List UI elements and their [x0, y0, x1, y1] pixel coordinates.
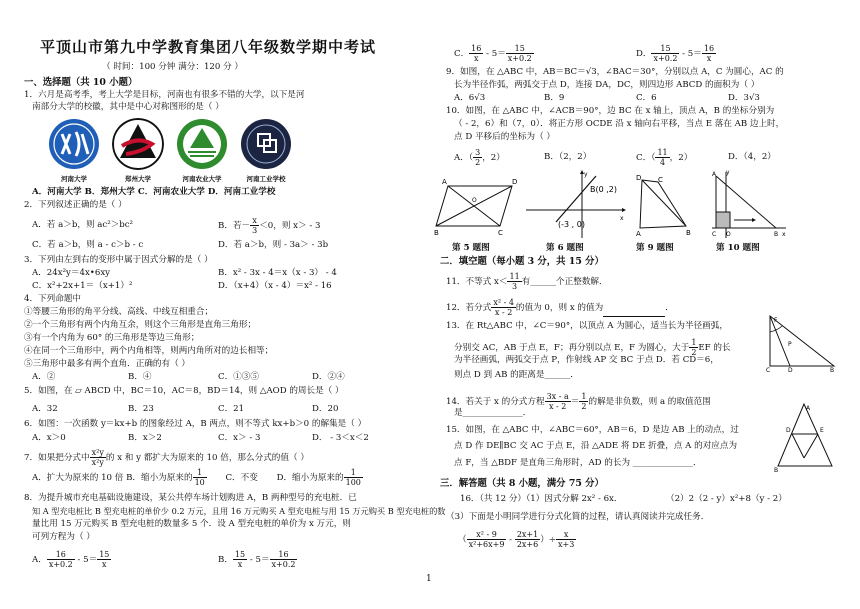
q10-line-1: 10．如图，在 △ABC 中，∠ACB＝90°，边 BC 在 x 轴上，顶点 A，B 的坐标分别为 — [446, 106, 775, 116]
svg-text:E: E — [820, 427, 824, 434]
fig10-caption: 第 10 题图 — [716, 243, 760, 253]
q4-item-1: ①等腰三角形的角平分线、高线、中线互相重合； — [24, 307, 214, 317]
q1-text-1: 1．六月是高考季，考上大学是目标，河南也有很多不错的大学，以下是河 — [24, 90, 305, 100]
svg-text:B: B — [686, 229, 691, 237]
svg-text:C: C — [498, 229, 503, 237]
svg-text:P: P — [788, 341, 792, 348]
svg-text:D: D — [636, 174, 642, 182]
q1-text-2: 南部分大学的校徽，其中是中心对称图形的是（ ） — [32, 102, 224, 112]
q10-option-c: C．（ $\frac{11}{4}$ ，2） — [636, 148, 693, 167]
q8-option-a: A． $\frac{16}{x+0.2}$ - 5＝ $\frac{15}{x}$ — [32, 550, 110, 569]
figure-q15-triangle — [774, 400, 838, 472]
svg-text:O: O — [472, 197, 477, 204]
svg-text:C: C — [658, 176, 663, 184]
fig6-point-a-label: (-3 , 0) — [558, 220, 585, 229]
q2-option-a: A．若 a＞b，则 ac²＞bc² — [32, 220, 133, 230]
q9-option-a: A．6√3 — [454, 93, 486, 103]
q14-line-1: 14．若关于 x 的分式方程 $\frac{3x - a}{x - 2}$ ＝ $\frac{1}{2}$ 的解是非负数，则 a 的取值范围 — [446, 392, 711, 411]
q10-option-d: D．（4，2） — [728, 152, 776, 162]
q4-item-3: ③有一个内角为 60° 的三角形是等边三角形； — [24, 333, 200, 343]
q7-options: A．扩大为原来的 10 倍 B．缩小为原来的 $\frac{1}{10}$ C．不变 D．缩小为原来的 $\frac{1}{100}$ — [32, 468, 361, 487]
figure-q9-quadrilateral — [636, 172, 696, 242]
fig9-caption: 第 9 题图 — [636, 243, 674, 253]
q4-option-a: A．② — [32, 372, 56, 382]
henan-agricultural-university-logo — [176, 118, 228, 170]
q6-option-a: A．x＞0 — [32, 433, 66, 443]
q3-option-c: C．x²+2x+1＝（x+1）² — [32, 281, 133, 291]
q5-option-a: A．32 — [32, 404, 58, 414]
figure-q6-linear-function — [526, 170, 626, 240]
logo-caption-1: 河南大学 — [61, 175, 87, 183]
q4-option-b: B．④ — [128, 372, 152, 382]
q2-option-c: C．若 a＞b，则 a - c＞b - c — [32, 240, 144, 250]
q13-line-3: 为半径画弧，两弧交于点 P，作射线 AP 交 BC 于点 D．若 CD＝6， — [454, 355, 719, 365]
q16-expression: （ $\frac{\text{x² - 9}}{\text{x²+6x+9}}$ - $\frac{2x+1}{2x+6}$ ）÷ $\frac{x}{x+3}$ — [458, 530, 575, 549]
svg-text:F: F — [774, 317, 778, 324]
svg-text:B: B — [774, 231, 779, 238]
section-3-heading: 三．解答题（共 8 小题，满分 75 分） — [440, 478, 604, 489]
q12: 12．若分式 $\frac{\text{x² - 4}}{x - 2}$ 的值为 0，则 x 的值为 ． — [446, 298, 674, 317]
svg-text:A: A — [636, 230, 641, 238]
q4-option-d: D．②④ — [312, 372, 345, 382]
q6-option-b: B．x＞2 — [128, 433, 162, 443]
q11: 11．不等式 x＜ $\frac{11}{3}$ 有______个正整数解． — [446, 272, 608, 291]
svg-text:A: A — [442, 178, 447, 186]
q8-option-d: D． $\frac{15}{x+0.2}$ - 5＝ $\frac{16}{x}$ — [636, 44, 715, 63]
q1-options: A．河南大学 B．郑州大学 C．河南农业大学 D．河南工业学校 — [32, 187, 276, 197]
q15-line-1: 15．如图，在 △ABC 中，∠ABC＝60°，AB＝6，D 是边 AB 上的动点，过 — [446, 425, 739, 435]
svg-text:y: y — [584, 171, 588, 178]
q9-option-d: D．3√3 — [728, 93, 760, 103]
fig5-caption: 第 5 题图 — [452, 243, 490, 253]
q15-line-2: 点 D 作 DE∥BC 交 AC 于点 E，沿 △ADE 将 DE 折叠，点 A 的对应点为 — [454, 441, 738, 451]
q13-line-1: 13．在 Rt△ABC 中，∠C＝90°，以顶点 A 为圆心，适当长为半径画弧， — [446, 321, 728, 331]
q10-line-2: （ - 2，6）和（7，0）．将正方形 OCDE 沿 x 轴向右平移，当点 E 落在 AB 边上时， — [454, 119, 785, 129]
page-number: 1 — [426, 574, 432, 584]
q8-option-b: B． $\frac{15}{x}$ - 5＝ $\frac{16}{x+0.2}$ — [218, 550, 296, 569]
q3-stem: 3．下列由左到右的变形中属于因式分解的是（ ） — [24, 255, 213, 265]
q2-option-d: D．若 a＞b，则 - 3a＞ - 3b — [218, 240, 329, 250]
q13-line-2: 分别交 AC，AB 于点 E，F；再分别以点 E，F 为圆心，大于 $\frac{1}{2}$ EF 的长 — [454, 338, 731, 357]
q3-option-b: B．x² - 3x - 4＝x（x - 3） - 4 — [218, 268, 337, 278]
q3-option-d: D．（x+4）（x - 4）＝x² - 16 — [218, 281, 332, 291]
q16-line-2: （3）下面是小明同学进行分式化简的过程，请认真阅读并完成任务． — [446, 512, 710, 522]
q8-option-c: C． $\frac{16}{x}$ - 5＝ $\frac{15}{x+0.2}$ — [454, 44, 532, 63]
q5-option-b: B．23 — [128, 404, 154, 414]
q6-option-d: D． - 3＜x＜2 — [312, 433, 369, 443]
q2-stem: 2．下列叙述正确的是（ ） — [24, 200, 127, 210]
svg-text:B: B — [830, 367, 835, 374]
henan-industrial-school-logo — [240, 118, 292, 170]
q8-line-1: 8．为提升城市充电基础设施建设，某公共停车场计划购进 A，B 两种型号的充电桩．已 — [24, 493, 357, 503]
figure-q10-triangle-square — [712, 170, 788, 242]
q4-item-5: ⑤三角形中最多有两个直角．正确的有（ ） — [24, 359, 191, 369]
q9-line-1: 9．如图，在 △ABC 中，AB＝BC＝√3，∠BAC＝30°，分别以点 A，C 为圆心，AC 的 — [446, 67, 784, 77]
svg-text:D: D — [788, 367, 793, 374]
q3-option-a: A．24x²y＝4x•6xy — [32, 268, 111, 278]
exam-title: 平顶山市第九中学教育集团八年级数学期中考试 — [40, 38, 377, 56]
logo-caption-4: 河南工业学校 — [246, 175, 286, 183]
henan-university-logo — [48, 118, 100, 170]
q16-line-1b: （2）2（2 - y）x²+8（y - 2） — [666, 494, 787, 504]
q14-line-2: 是______________． — [454, 408, 532, 418]
logo-caption-3: 河南农业大学 — [182, 175, 222, 183]
svg-text:y: y — [726, 170, 730, 176]
q8-line-2: 知 A 型充电桩比 B 型充电桩的单价少 0.2 万元，且用 16 万元购买 A 型充电桩与用 15 万元购买 B 型充电桩的数 — [32, 506, 446, 516]
svg-text:B: B — [774, 467, 779, 472]
q2-option-b: B．若－ $\frac{x}{3}$ ＜0，则 x＞ - 3 — [218, 216, 321, 235]
q9-line-2: 长为半径作弧，两弧交于点 D，连接 DA，DC，则四边形 ABCD 的面积为（ ） — [454, 80, 760, 90]
q10-option-b: B．（2，2） — [544, 152, 592, 162]
q9-option-c: C．6 — [636, 93, 657, 103]
exam-subtitle: （ 时间：100 分钟 满分：120 分 ） — [102, 62, 243, 72]
q7-stem: 7．如果把分式中 $\frac{\text{x²y}}{\text{x²y}}$ 的 x 和 y 都扩大为原来的 10 倍，那么分式的值（ ） — [24, 448, 309, 467]
svg-text:x: x — [620, 215, 624, 222]
section-2-heading: 二．填空题（每小题 3 分，共 15 分） — [440, 256, 604, 267]
svg-text:D: D — [786, 427, 791, 434]
svg-text:A: A — [806, 405, 811, 412]
q4-stem: 4．下列命题中 — [24, 294, 82, 304]
q5-stem: 5．如图，在 ▱ ABCD 中，BC＝10，AC＝8，BD＝14，则 △AOD 的周长是（ ） — [24, 386, 344, 396]
q13-line-4: 则点 D 到 AB 的距离是______． — [454, 370, 579, 380]
svg-text:C: C — [712, 231, 717, 238]
q8-line-3: 量比用 15 万元购买 B 型充电桩的数量多 5 个．设 A 型充电桩的单价为 x 万元，则 — [32, 519, 351, 529]
section-1-heading: 一、选择题（共 10 小题） — [24, 77, 138, 88]
svg-text:O: O — [726, 231, 731, 238]
q4-option-c: C．①③⑤ — [218, 372, 259, 382]
figure-q5-parallelogram — [434, 172, 518, 242]
q4-item-2: ②一个三角形有两个内角互余，则这个三角形是直角三角形； — [24, 320, 257, 330]
svg-text:A: A — [712, 171, 717, 178]
q10-option-a: A．（ $\frac{3}{2}$ ，2） — [454, 148, 505, 167]
q6-option-c: C．x＞ - 3 — [218, 433, 261, 443]
q9-option-b: B．9 — [544, 93, 565, 103]
figure-q13-right-triangle — [766, 312, 838, 374]
logo-caption-2: 郑州大学 — [125, 175, 151, 183]
svg-text:B: B — [434, 229, 439, 237]
q16-line-1: 16．（共 12 分）（1）因式分解 2x² - 6x． — [460, 494, 623, 504]
q6-stem: 6．如图：一次函数 y＝kx+b 的图象经过 A，B 两点，则不等式 kx+b＞0 的解集是（ ） — [24, 419, 367, 429]
q8-line-4: 可列方程为（ ） — [32, 532, 95, 542]
fig6-point-b-label: B(0 ,2) — [590, 185, 617, 194]
svg-text:x: x — [782, 231, 786, 238]
svg-text:C: C — [766, 367, 771, 374]
svg-text:D: D — [512, 178, 518, 186]
q5-option-c: C．21 — [218, 404, 245, 414]
q15-line-3: 点 F，当 △BDF 是直角三角形时，AD 的长为 ______________． — [454, 458, 702, 468]
zhengzhou-university-logo — [112, 118, 164, 170]
q5-option-d: D．20 — [312, 404, 339, 414]
fig6-caption: 第 6 题图 — [546, 243, 584, 253]
q10-line-3: 点 D 平移后的坐标为（ ） — [454, 132, 556, 142]
q4-item-4: ④在同一个三角形中，两个内角相等，则两内角所对的边长相等； — [24, 346, 274, 356]
